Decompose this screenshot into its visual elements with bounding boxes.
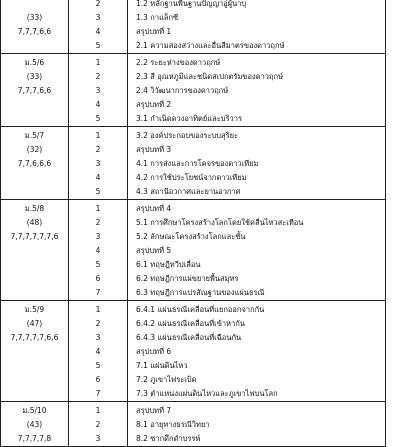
student-count: (32) [26,145,43,154]
session-number: 7 [95,288,101,297]
class-name: ม.5/6 [24,58,45,67]
class-name: ม.5/10 [22,406,47,415]
session-number: 1 [95,305,101,314]
session-number: 4 [95,173,101,182]
topic-item: 8.2 ซากดึกดำบรรพ์ [136,434,201,443]
topic-item: 3.2 องค์ประกอบของระบบสุริยะ [136,131,239,140]
session-number: 3 [95,159,101,168]
topic-item: 4.3 สถานีอวกาศและยานอวกาศ [136,187,241,196]
topic-item: 4.2 การใช้ประโยชน์จากดาวเทียม [136,173,247,182]
topic-item: 2.4 วิวัฒนาการของดาวฤกษ์ [136,86,229,95]
session-number: 4 [95,27,101,36]
session-number: 4 [95,246,101,255]
session-number: 2 [95,218,101,227]
topic-item: 2.1 ความสองสว่างและอื่นสีมาตรของดาวฤกษ์ [136,41,285,50]
topic-item: 2.2 ระยะห่างของดาวฤกษ์ [136,58,221,67]
topic-item: สรุปบทที่ 2 [136,100,172,109]
session-number: 3 [95,232,101,241]
student-count: (33) [26,72,43,81]
session-number: 2 [95,145,101,154]
session-number-cell [69,127,128,200]
session-number: 6 [95,274,101,283]
period-distribution: 7,7,7,7,8 [17,434,52,443]
class-cell [1,200,69,301]
topic-item: 1.3 กาแล็กซี [136,13,179,22]
period-distribution: 7,7,6,6,6 [17,159,52,168]
session-number: 5 [95,41,101,50]
class-name [1,0,68,11]
topic-item: 6.4.2 แผ่นธรณีเคลื่อนที่เข้าหากัน [136,319,245,328]
topic-item: 4.1 การส่งและการโคจรของดาวเทียม [136,159,259,168]
class-cell [1,54,69,127]
session-number: 6 [95,375,101,384]
class-group-row [1,54,386,127]
session-number: 2 [95,319,101,328]
topic-item: 8.1 อายุทางธรณีวิทยา [136,420,210,429]
topic-cell [128,200,386,301]
session-number: 5 [95,114,101,123]
class-cell [1,0,69,54]
session-number: 2 [95,420,101,429]
period-distribution: 7,7,7,7,7,6,6 [10,333,59,342]
class-cell [1,402,69,447]
class-name: ม.5/7 [24,131,45,140]
session-number: 4 [95,100,101,109]
class-group-row [1,402,386,447]
topic-item: 7.2 ภูเขาไฟระเบิด [136,375,197,384]
student-count: (48) [26,218,43,227]
student-count: (43) [26,420,43,429]
session-number: 3 [95,86,101,95]
topic-item: 3.1 กำเนิดดวงอาทิตย์และบริวาร [136,114,242,123]
topic-item: 5.2 ลักษณะโครงสร้างโลกและชั้น [136,232,246,241]
period-distribution: 7,7,7,6,6 [17,27,52,36]
class-name: ม.5/8 [24,204,45,213]
topic-item: สรุปบทที่ 1 [136,27,172,36]
period-distribution: 7,7,7,6,6 [17,86,52,95]
period-distribution: 7,7,7,7,7,7,6 [10,232,59,241]
session-number: 1 [95,58,101,67]
session-number-cell [69,301,128,402]
student-count: (33) [26,13,43,22]
topic-item: สรุปบทที่ 4 [136,204,172,213]
topic-item: สรุปบทที่ 7 [136,406,172,415]
session-number: 3 [95,434,101,443]
class-group-row [1,0,386,54]
topic-item: สรุปบทที่ 3 [136,145,172,154]
session-number: 5 [95,361,101,370]
session-number: 2 [95,72,101,81]
topic-cell [128,402,386,447]
topic-item: 6.1 ทฤษฎีทวีปเลื่อน [136,260,201,269]
session-number: 3 [95,333,101,342]
topic-cell [128,54,386,127]
session-number-cell [69,200,128,301]
student-count: (47) [26,319,43,328]
session-number-cell [69,54,128,127]
class-group-row [1,127,386,200]
topic-cell [128,301,386,402]
topic-item: 7.1 แผ่นดินไหว [136,361,188,370]
session-number: 2 [95,0,101,8]
topic-item: 6.4.3 แผ่นธรณีเคลื่อนที่เฉือนกัน [136,333,242,342]
topic-item: 6.3 ทฤษฎีการแปรสัณฐานของแผ่นธรณี [136,288,265,297]
session-number: 1 [95,406,101,415]
topic-item: 1.2 หลักฐานพื้นฐานปัญญาอู่ผู้นาบุ [136,0,247,8]
class-group-row [1,301,386,402]
topic-item: 5.1 การศึกษาโครงสร้างโลกโดยใช้คลื่นไหวสะเทือน [136,218,304,227]
session-number: 1 [95,204,101,213]
session-number-cell [69,402,128,447]
session-number: 3 [95,13,101,22]
topic-item: 7.3 ตำแหน่งแผ่นดินไหวและภูเขาไฟบนโลก [136,389,278,398]
topic-item: สรุปบทที่ 6 [136,347,172,356]
class-name: ม.5/9 [24,305,45,314]
session-number: 4 [95,347,101,356]
topic-item: 6.4.1 แผ่นธรณีเคลื่อนที่แยกออกจากกัน [136,305,265,314]
session-number: 5 [95,187,101,196]
topic-item: สรุปบทที่ 5 [136,246,172,255]
topic-item: 2.3 สี อุณหภูมิและชนิดสเปกตรัมของดาวฤกษ์ [136,72,284,81]
session-number: 1 [95,131,101,140]
session-number: 5 [95,260,101,269]
class-cell [1,301,69,402]
topic-cell [128,127,386,200]
topic-cell [128,0,386,54]
class-cell [1,127,69,200]
topic-item: 6.2 ทฤษฎีการแผ่ขยายพื้นสมุทร [136,274,239,283]
class-group-row [1,200,386,301]
session-number-cell [69,0,128,54]
session-number: 7 [95,389,101,398]
